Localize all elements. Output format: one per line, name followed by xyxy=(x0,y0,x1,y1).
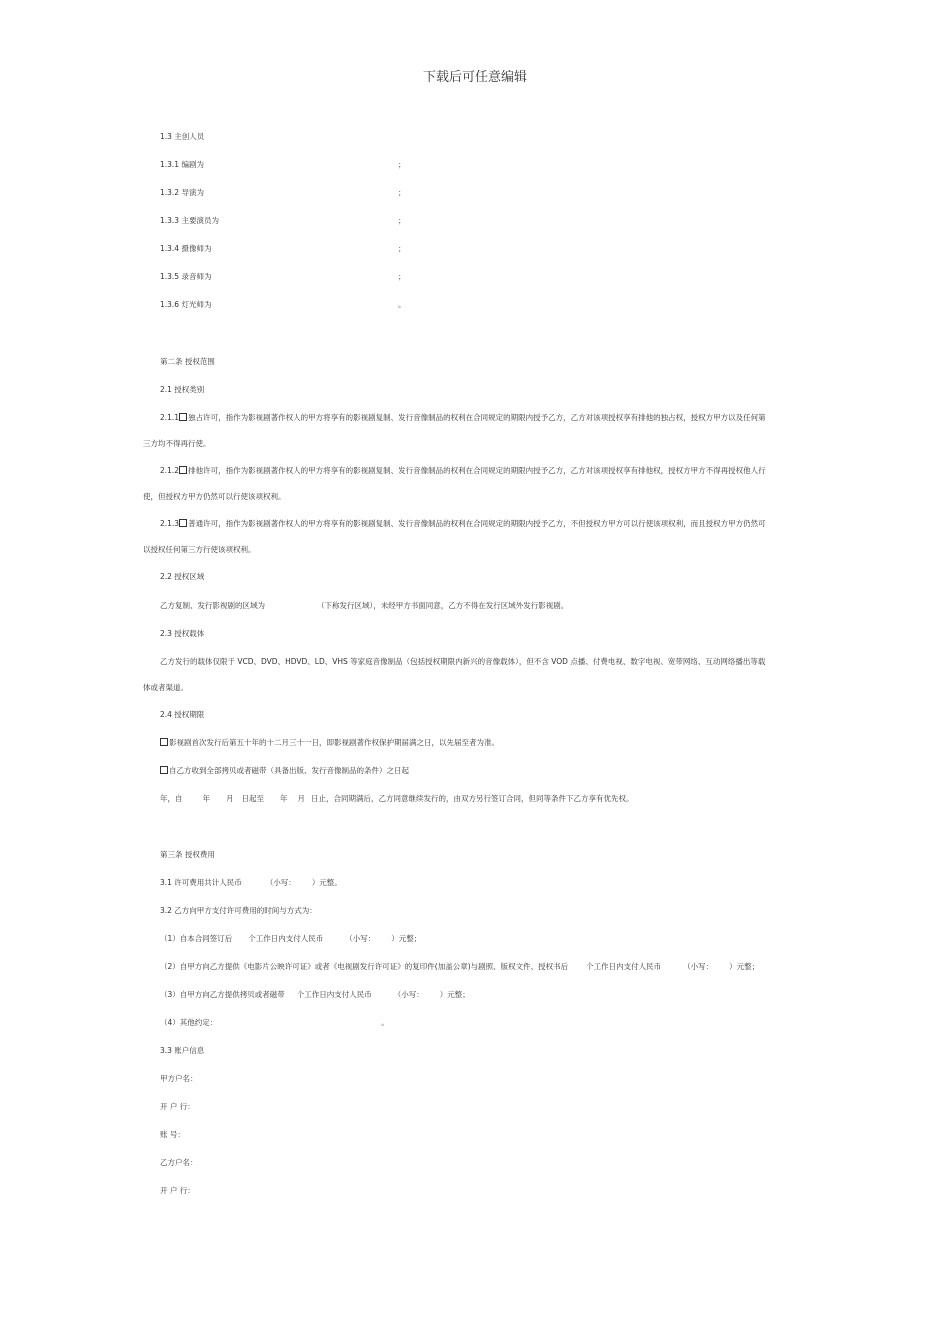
clause-2-1-1 xyxy=(160,413,766,423)
payment-2-c: （小写： xyxy=(683,962,714,971)
article-2-title: 第二条 授权范围 xyxy=(160,357,215,366)
term-dates-p6: 月 xyxy=(297,794,305,803)
clause-2-1-3-number: 2.1.3 xyxy=(160,519,180,528)
section-2-3-heading: 2.3 授权载体 xyxy=(160,629,205,638)
item-1-3-4-punct: ； xyxy=(398,244,406,253)
payment-1 xyxy=(160,934,421,944)
page-header-title: 下载后可任意编辑 xyxy=(422,70,527,85)
term-dates-p3: 月 xyxy=(226,794,234,803)
payment-1-d: ）元整； xyxy=(391,934,422,943)
party-b-bank: 开 户 行： xyxy=(160,1186,195,1195)
section-2-2-text-a: 乙方复制、发行影视剧的区域为 xyxy=(160,601,265,610)
item-1-3-1: 1.3.1 编剧为 xyxy=(160,160,204,169)
section-3-1-c: ）元整。 xyxy=(311,878,342,887)
item-1-3-5-punct: ； xyxy=(398,272,406,281)
item-1-3-2: 1.3.2 导演为 xyxy=(160,188,204,197)
clause-2-1-2-text: 排他许可，指作为影视剧著作权人的甲方将享有的影视剧复制、发行音像制品的权利在合同规定的期限内授予乙方，乙方对该项授权享有排他权，授权方甲方不得再授权他人行 xyxy=(188,466,766,475)
term-dates-p2: 年 xyxy=(202,794,210,803)
clause-2-1-1-number: 2.1.1 xyxy=(160,413,180,422)
section-3-1-b: （小写： xyxy=(265,878,296,887)
section-3-1 xyxy=(160,878,342,888)
clause-2-1-1-cont: 三方均不得再行使。 xyxy=(143,439,211,448)
payment-3-b: 个工作日内支付人民币 xyxy=(296,990,372,999)
clause-2-1-2-number: 2.1.2 xyxy=(160,466,180,475)
payment-3-d: ）元整； xyxy=(439,990,470,999)
checkbox-term-1[interactable] xyxy=(160,738,168,746)
term-dates-p4: 日起至 xyxy=(241,794,264,803)
checkbox-term-2[interactable] xyxy=(160,766,168,774)
item-1-3-6-punct: 。 xyxy=(398,300,406,309)
party-a-bank: 开 户 行： xyxy=(160,1102,195,1111)
section-2-3-text: 乙方发行的载体仅限于 VCD、DVD、HDVD、LD、VHS 等家庭音像制品（包括授权期限内新兴的音像载体），但不含 VOD 点播、付费电视、数字电视、宽带网络、互动网络播出等载 xyxy=(160,657,766,666)
term-option-1-text: 影视剧首次发行后第五十年的十二月三十一日，即影视剧著作权保护期届满之日，以先届至者为准。 xyxy=(169,738,499,747)
section-3-2: 3.2 乙方向甲方支付许可费用的时间与方式为： xyxy=(160,906,317,915)
section-2-3-cont: 体或者渠道。 xyxy=(143,683,188,692)
term-option-2-text: 自乙方收到全部拷贝或者磁带（具备出版、发行音像制品的条件）之日起 xyxy=(169,766,409,775)
clause-2-1-3-cont: 以授权任何第三方行使该项权利。 xyxy=(143,545,256,554)
payment-4-a: （4）其他约定： xyxy=(160,1018,218,1027)
payment-1-c: （小写： xyxy=(345,934,376,943)
clause-2-1-3-text: 普通许可，指作为影视剧著作权人的甲方将享有的影视剧复制、发行音像制品的权利在合同规定的期限内授予乙方，不但授权方甲方可以行使该项权利，而且授权方甲方仍然可 xyxy=(188,519,766,528)
clause-2-1-3 xyxy=(160,519,766,529)
section-2-4-heading: 2.4 授权期限 xyxy=(160,710,205,719)
payment-3-a: （3）自甲方向乙方提供拷贝或者磁带 xyxy=(160,990,285,999)
payment-2-b: 个工作日内支付人民币 xyxy=(586,962,662,971)
clause-2-1-2-cont: 使，但授权方甲方仍然可以行使该项权利。 xyxy=(143,492,286,501)
term-option-1 xyxy=(160,738,499,748)
section-2-1-heading: 2.1 授权类别 xyxy=(160,385,205,394)
payment-3 xyxy=(160,990,470,1000)
payment-2-a: （2）自甲方向乙方提供《电影片公映许可证》或者《电视剧发行许可证》的复印件(加盖公章)与剧照、版权文件、授权书后 xyxy=(160,962,569,971)
term-dates-p5: 年 xyxy=(280,794,288,803)
item-1-3-3-punct: ； xyxy=(398,216,406,225)
term-dates-p7: 日止，合同期满后，乙方同意继续发行的，由双方另行签订合同，但同等条件下乙方享有优先权。 xyxy=(311,794,634,803)
section-2-2-text xyxy=(160,601,568,611)
section-3-1-a: 3.1 许可费用共计人民币 xyxy=(160,878,242,887)
party-a-account-number: 账 号： xyxy=(160,1130,185,1139)
checkbox-2-1-2[interactable] xyxy=(179,466,187,474)
checkbox-2-1-1[interactable] xyxy=(179,413,187,421)
clause-2-1-2 xyxy=(160,466,766,476)
clause-2-1-1-text: 独占许可，指作为影视剧著作权人的甲方将享有的影视剧复制、发行音像制品的权利在合同规定的期限内授予乙方，乙方对该项授权享有排他的独占权，授权方甲方以及任何第 xyxy=(188,413,766,422)
item-1-3-4: 1.3.4 摄像师为 xyxy=(160,244,212,253)
item-1-3-3: 1.3.3 主要演员为 xyxy=(160,216,219,225)
payment-4-b: 。 xyxy=(381,1018,389,1027)
payment-2 xyxy=(160,962,759,972)
payment-4 xyxy=(160,1018,389,1028)
section-1-3-heading: 1.3 主创人员 xyxy=(160,132,205,141)
payment-1-b: 个工作日内支付人民币 xyxy=(248,934,324,943)
section-3-3-heading: 3.3 账户信息 xyxy=(160,1046,205,1055)
payment-1-a: （1）自本合同签订后 xyxy=(160,934,233,943)
term-dates-line xyxy=(160,794,634,804)
checkbox-2-1-3[interactable] xyxy=(179,519,187,527)
party-a-account-name: 甲方户名： xyxy=(160,1074,198,1083)
payment-3-c: （小写： xyxy=(393,990,424,999)
section-2-2-heading: 2.2 授权区域 xyxy=(160,572,205,581)
term-dates-p1: 年，自 xyxy=(160,794,183,803)
item-1-3-1-punct: ； xyxy=(398,160,406,169)
payment-2-d: ）元整； xyxy=(729,962,760,971)
item-1-3-2-punct: ； xyxy=(398,188,406,197)
party-b-account-name: 乙方户名： xyxy=(160,1158,198,1167)
term-option-2 xyxy=(160,766,409,776)
item-1-3-5: 1.3.5 录音师为 xyxy=(160,272,212,281)
section-2-2-text-b: （下称发行区域），未经甲方书面同意，乙方不得在发行区域外发行影视剧。 xyxy=(317,601,569,610)
item-1-3-6: 1.3.6 灯光师为 xyxy=(160,300,212,309)
article-3-title: 第三条 授权费用 xyxy=(160,850,215,859)
